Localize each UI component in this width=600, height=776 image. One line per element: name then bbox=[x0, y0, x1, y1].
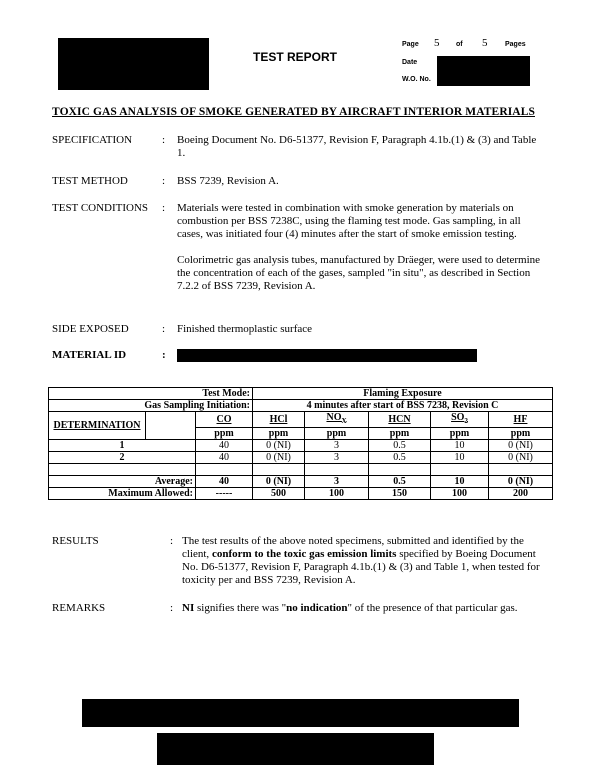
table-row bbox=[49, 388, 553, 400]
gas-header-hcn: HCN bbox=[369, 412, 431, 428]
table-cell: 0 (NI) bbox=[489, 440, 553, 452]
determination-header: DETERMINATION bbox=[49, 412, 146, 440]
blank-cell bbox=[49, 464, 196, 476]
gas-header-so2 bbox=[431, 412, 489, 428]
gas-subscript: X bbox=[341, 417, 347, 425]
table-cell: 3 bbox=[305, 476, 369, 488]
table-cell: 3 bbox=[305, 452, 369, 464]
table-cell: 0 (NI) bbox=[253, 452, 305, 464]
side-exposed-colon: : bbox=[162, 323, 166, 335]
table-cell: 150 bbox=[369, 488, 431, 500]
sampling-label: Gas Sampling Initiation: bbox=[49, 400, 253, 412]
remarks-text-1: signifies there was " bbox=[194, 602, 287, 614]
table-cell: ----- bbox=[196, 488, 253, 500]
remarks-bold: no indication bbox=[286, 602, 348, 614]
table-cell: 0.5 bbox=[369, 452, 431, 464]
of-label: of bbox=[456, 41, 463, 48]
blank-cell bbox=[489, 464, 553, 476]
test-conditions-para-1: Materials were tested in combination with smoke generation by materials on combustion per BSS 7238C, using the flaming test mode. Gas sampling, in all cases, was initiated four (4) minutes after the start of smoke emission testing. bbox=[177, 202, 521, 240]
side-exposed-label: SIDE EXPOSED bbox=[52, 323, 129, 335]
unit-hf: ppm bbox=[489, 428, 553, 440]
table-cell: 100 bbox=[431, 488, 489, 500]
remarks-text-2: " of the presence of that particular gas. bbox=[347, 602, 518, 614]
table-cell: 0 (NI) bbox=[253, 440, 305, 452]
blank-cell bbox=[305, 464, 369, 476]
table-row bbox=[49, 412, 553, 428]
test-mode-label: Test Mode: bbox=[49, 388, 253, 400]
test-conditions-para-2: Colorimetric gas analysis tubes, manufactured by Dräeger, were used to determine the concentration of each of the gases, sampled "in situ", as described in Section 7.2.2 of BSS 7239, Revision A. bbox=[177, 254, 541, 292]
remarks-colon: : bbox=[170, 602, 174, 614]
table-row-maximum bbox=[49, 488, 553, 500]
table-cell: 10 bbox=[431, 440, 489, 452]
average-label: Average: bbox=[49, 476, 196, 488]
table-cell: 0 (NI) bbox=[489, 452, 553, 464]
table-cell: 0.5 bbox=[369, 476, 431, 488]
table-row bbox=[49, 400, 553, 412]
table-cell: 10 bbox=[431, 452, 489, 464]
wo-label: W.O. No. bbox=[402, 76, 431, 83]
table-cell: 10 bbox=[431, 476, 489, 488]
remarks-value bbox=[182, 602, 562, 615]
test-conditions-colon: : bbox=[162, 202, 166, 214]
gas-header-co: CO bbox=[196, 412, 253, 428]
page-total: 5 bbox=[482, 37, 488, 49]
sampling-value: 4 minutes after start of BSS 7238, Revision C bbox=[253, 400, 553, 412]
table-row bbox=[49, 440, 553, 452]
table-cell: 0.5 bbox=[369, 440, 431, 452]
table-cell: 200 bbox=[489, 488, 553, 500]
results-bold: conform to the toxic gas emission limits bbox=[211, 548, 397, 560]
date-label: Date bbox=[402, 59, 418, 66]
test-method-value: BSS 7239, Revision A. bbox=[177, 175, 279, 187]
table-cell: 0 (NI) bbox=[489, 476, 553, 488]
gas-header-nox bbox=[305, 412, 369, 428]
material-id-colon: : bbox=[162, 349, 166, 361]
pages-label: Pages bbox=[505, 41, 526, 48]
results-text-2: specified by Boeing Document No. D6-51377, Revision F, Paragraph 4.1b.(1) & (3) and Table 1, when tested for toxicity per and BSS 7239, Revision A. bbox=[182, 548, 540, 586]
table-row-average bbox=[49, 476, 553, 488]
table-cell: 0 (NI) bbox=[253, 476, 305, 488]
results-colon: : bbox=[170, 535, 174, 547]
table-cell: 3 bbox=[305, 440, 369, 452]
gas-header-hf: HF bbox=[489, 412, 553, 428]
unit-hcl: ppm bbox=[253, 428, 305, 440]
unit-hcn: ppm bbox=[369, 428, 431, 440]
specification-label: SPECIFICATION bbox=[52, 134, 133, 146]
unit-nox: ppm bbox=[305, 428, 369, 440]
spacer-cell bbox=[146, 412, 196, 428]
blank-cell bbox=[196, 464, 253, 476]
gas-name: SO bbox=[451, 412, 465, 423]
spacer-cell bbox=[146, 428, 196, 440]
redacted-footer-block bbox=[82, 699, 519, 727]
gas-header-hcl: HCl bbox=[253, 412, 305, 428]
table-cell: 40 bbox=[196, 476, 253, 488]
side-exposed-value: Finished thermoplastic surface bbox=[177, 323, 313, 335]
specification-colon: : bbox=[162, 134, 166, 146]
gas-name: NO bbox=[326, 412, 342, 423]
results-label: RESULTS bbox=[52, 535, 99, 547]
row-label: 2 bbox=[49, 452, 196, 464]
blank-cell bbox=[369, 464, 431, 476]
gas-subscript: 2 bbox=[464, 417, 468, 425]
table-cell: 40 bbox=[196, 452, 253, 464]
redacted-material-id bbox=[177, 349, 477, 362]
unit-so2: ppm bbox=[431, 428, 489, 440]
redacted-footer-line bbox=[157, 733, 434, 765]
page-label: Page bbox=[402, 41, 419, 48]
table-row-blank bbox=[49, 464, 553, 476]
results-value bbox=[182, 535, 542, 587]
document-title: TOXIC GAS ANALYSIS OF SMOKE GENERATED BY AIRCRAFT INTERIOR MATERIALS bbox=[52, 106, 535, 118]
test-method-label: TEST METHOD bbox=[52, 175, 128, 187]
material-id-label: MATERIAL ID bbox=[52, 349, 127, 361]
test-conditions-label: TEST CONDITIONS bbox=[52, 202, 149, 214]
specification-value: Boeing Document No. D6-51377, Revision F, Paragraph 4.1b.(1) & (3) and Table 1. bbox=[177, 134, 537, 159]
table-cell: 40 bbox=[196, 440, 253, 452]
results-text-1: The test results of the above noted specimens, submitted and identified by the client, bbox=[182, 535, 524, 560]
blank-cell bbox=[253, 464, 305, 476]
table-row bbox=[49, 452, 553, 464]
page-number: 5 bbox=[434, 37, 440, 49]
table-cell: 100 bbox=[305, 488, 369, 500]
test-method-colon: : bbox=[162, 175, 166, 187]
report-title: TEST REPORT bbox=[253, 50, 338, 64]
remarks-label: REMARKS bbox=[52, 602, 106, 614]
test-mode-value: Flaming Exposure bbox=[253, 388, 553, 400]
redacted-date-field bbox=[437, 56, 530, 86]
table-cell: 500 bbox=[253, 488, 305, 500]
maximum-label: Maximum Allowed: bbox=[49, 488, 196, 500]
gas-analysis-table bbox=[48, 387, 553, 500]
unit-co: ppm bbox=[196, 428, 253, 440]
ni-abbrev: NI bbox=[182, 602, 195, 614]
row-label: 1 bbox=[49, 440, 196, 452]
blank-cell bbox=[431, 464, 489, 476]
redacted-logo-block bbox=[58, 38, 209, 90]
test-conditions-value bbox=[177, 202, 547, 293]
